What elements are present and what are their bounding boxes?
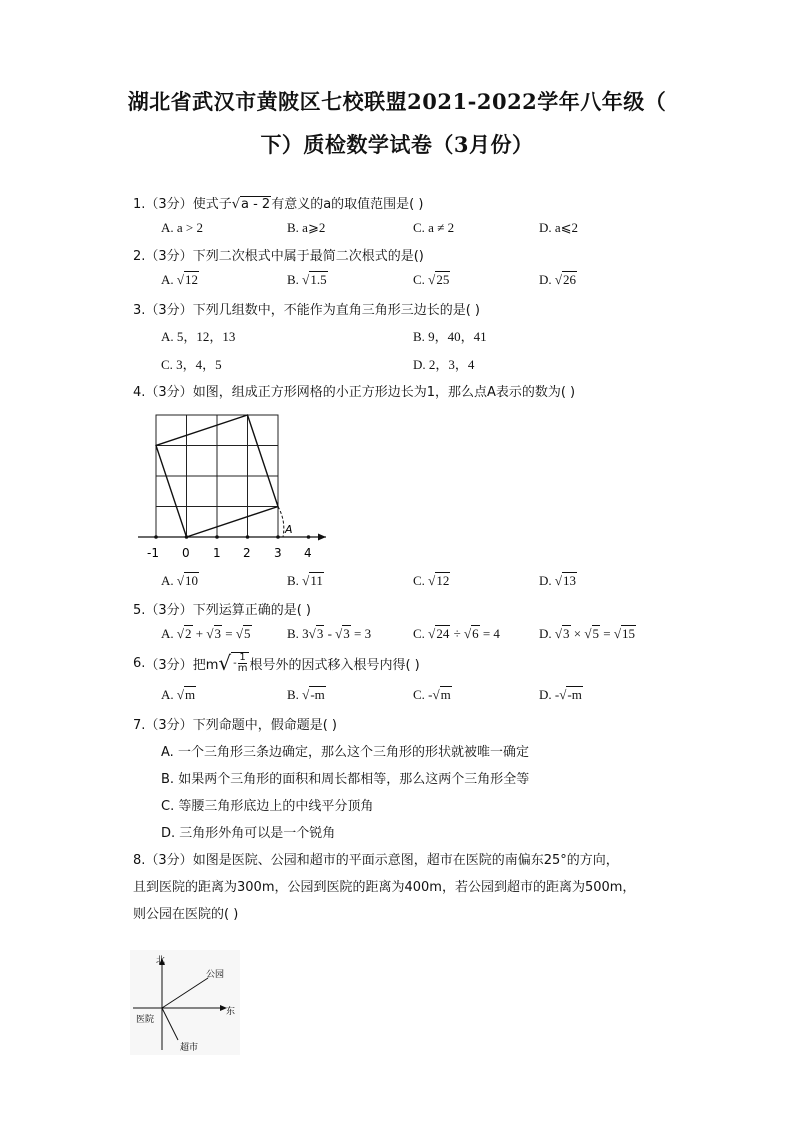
square-grid	[156, 415, 278, 537]
north-label: 北	[156, 956, 166, 966]
option-text: a ≠ 2	[428, 220, 455, 235]
axis-label-1: 1	[213, 546, 221, 560]
option-text: 一个三角形三条边确定，那么这个三角形的形状就被唯一确定	[177, 745, 529, 760]
question-8-line2: 且到医院的距离为300m，公园到医院的距离为400m，若公园到超市的距离为500m，	[133, 880, 636, 895]
q5-option-d[interactable]	[539, 626, 636, 642]
fraction-numerator: 1	[239, 652, 246, 663]
q3-option-a[interactable]	[161, 326, 235, 345]
option-text: a⩽2	[554, 220, 579, 235]
question-8-line3: 则公园在医院的( )	[133, 907, 239, 922]
radicand: 6	[472, 626, 479, 641]
operator: +	[192, 626, 207, 641]
radicand: m	[440, 687, 451, 702]
question-stem: 下列几组数中，不能作为直角三角形三边长的是( )	[192, 303, 480, 318]
option-letter: C.	[413, 626, 425, 641]
question-stem: 有意义的a的取值范围是( )	[271, 197, 424, 212]
option-text: 3，4，5	[176, 357, 222, 372]
hospital-label: 医院	[136, 1015, 155, 1025]
q7-option-c[interactable]	[161, 795, 373, 814]
radical-sign: √	[428, 272, 436, 287]
radicand: 10	[185, 573, 199, 588]
point-a-label: A	[285, 523, 293, 536]
coefficient: 3	[302, 626, 309, 641]
option-letter: C.	[413, 687, 425, 702]
question-4	[133, 381, 575, 400]
radicand: -m	[567, 687, 582, 702]
q1-option-c[interactable]	[413, 220, 454, 236]
radical-sign: √	[302, 687, 310, 702]
sign-prefix: -	[428, 687, 433, 702]
q6-option-b[interactable]	[287, 687, 326, 703]
fraction-radicand	[231, 652, 249, 674]
option-text: 等腰三角形底边上的中线平分顶角	[178, 799, 374, 814]
option-letter: A.	[161, 272, 174, 287]
option-letter: D.	[539, 626, 552, 641]
question-stem: 下列运算正确的是( )	[192, 603, 311, 618]
radical-sign: √	[302, 573, 310, 588]
q1-option-a[interactable]	[161, 220, 203, 236]
option-letter: B.	[161, 772, 175, 787]
radicand: 12	[185, 272, 199, 287]
question-number: 4.	[133, 385, 146, 400]
axis-label-0: 0	[182, 546, 190, 560]
question-stem-line: 如图是医院、公园和超市的平面示意图，超市在医院的南偏东25°的方向，	[192, 853, 619, 868]
option-letter: C.	[413, 573, 425, 588]
radicand: 12	[436, 573, 450, 588]
question-score: （3分）	[145, 385, 193, 400]
radical-sign: √	[554, 573, 563, 588]
radical-sign: √	[235, 626, 243, 641]
operator: ×	[570, 626, 585, 641]
question-score: （3分）	[145, 718, 193, 733]
radical-sign: √	[176, 626, 185, 641]
question-number: 6.	[133, 655, 146, 671]
q3-option-d[interactable]	[413, 354, 474, 373]
question-stem: 使式子	[192, 197, 232, 212]
option-letter: B.	[287, 687, 299, 702]
radical-sign: √	[554, 626, 563, 641]
option-letter: D.	[539, 272, 552, 287]
radicand: 5	[592, 626, 600, 641]
park-label: 公园	[206, 970, 225, 980]
question-number: 2.	[133, 249, 146, 264]
option-letter: C.	[161, 357, 173, 372]
option-text: a > 2	[176, 220, 203, 235]
question-3	[133, 299, 480, 318]
figure-background	[130, 950, 240, 1055]
grid-number-line-figure	[130, 405, 330, 565]
q7-option-b[interactable]	[161, 768, 529, 787]
q3-option-c[interactable]	[161, 354, 222, 373]
radical-sign: √	[218, 651, 232, 675]
q2-option-c[interactable]	[413, 272, 450, 288]
question-score: （3分）	[145, 853, 193, 868]
option-letter: C.	[413, 272, 425, 287]
radicand: m	[185, 687, 196, 702]
operator: =	[222, 626, 236, 641]
radical-sign: √	[428, 626, 436, 641]
radicand: 13	[563, 573, 577, 588]
option-letter: A.	[161, 220, 174, 235]
q1-option-d[interactable]	[539, 220, 578, 236]
q5-option-a[interactable]	[161, 626, 252, 642]
operator: ÷	[450, 626, 464, 641]
q6-option-d[interactable]	[539, 687, 583, 703]
question-7	[133, 714, 337, 733]
question-score: （3分）	[145, 197, 193, 212]
question-number: 1.	[133, 197, 146, 212]
q4-option-a[interactable]	[161, 573, 199, 589]
radical-sign: √	[554, 272, 563, 287]
option-letter: C.	[413, 220, 425, 235]
axis-label-neg1: -1	[147, 546, 159, 560]
fraction	[238, 653, 248, 674]
location-map-figure	[130, 950, 240, 1055]
question-1	[133, 193, 423, 212]
radical-sign: √	[302, 272, 310, 287]
fraction-denominator: m	[237, 663, 248, 674]
axis-label-4: 4	[304, 546, 312, 560]
sign-prefix: -	[554, 687, 560, 702]
radicand: 24	[436, 626, 450, 641]
exam-title-line1: 湖北省武汉市黄陂区七校联盟2021-2022学年八年级（	[127, 89, 667, 114]
radicand: 3	[563, 626, 570, 641]
radical-sign: √	[428, 573, 436, 588]
question-score: （3分）	[145, 303, 193, 318]
question-stem: 下列二次根式中属于最简二次根式的是()	[192, 249, 424, 264]
radicand: 3	[316, 626, 324, 641]
question-number: 3.	[133, 303, 146, 318]
operator: -	[324, 626, 336, 641]
question-stem: 如图，组成正方形网格的小正方形边长为1，那么点A表示的数为( )	[192, 385, 576, 400]
supermarket-label: 超市	[180, 1043, 199, 1053]
q1-option-b[interactable]	[287, 220, 325, 236]
radical-sign: √	[176, 573, 185, 588]
radicand: 2	[185, 626, 192, 641]
option-letter: D.	[539, 220, 552, 235]
option-letter: B.	[413, 329, 425, 344]
radical-sign: √	[613, 626, 621, 641]
question-stem: 把m	[192, 657, 219, 673]
q4-option-c[interactable]	[413, 573, 450, 589]
q7-option-d[interactable]	[161, 822, 335, 841]
question-stem: 下列命题中，假命题是( )	[192, 718, 337, 733]
option-letter: D.	[413, 357, 426, 372]
radical-sign: √	[231, 197, 240, 212]
option-text: 9，40，41	[428, 329, 487, 344]
east-label: 东	[226, 1007, 236, 1017]
radical-sign: √	[335, 626, 343, 641]
radical-sign: √	[584, 626, 592, 641]
q7-option-a[interactable]	[161, 741, 529, 760]
option-text: 5，12，13	[176, 329, 236, 344]
option-letter: A.	[161, 626, 174, 641]
option-letter: A.	[161, 329, 174, 344]
compass-arc	[278, 507, 284, 538]
option-letter: B.	[287, 573, 299, 588]
result: = 3	[350, 626, 372, 641]
q2-option-a[interactable]	[161, 272, 199, 288]
result: = 4	[479, 626, 500, 641]
option-letter: A.	[161, 573, 174, 588]
axis-label-2: 2	[243, 546, 251, 560]
question-number: 7.	[133, 718, 146, 733]
option-letter: D.	[539, 687, 552, 702]
radical-sign: √	[176, 687, 185, 702]
option-letter: C.	[161, 799, 175, 814]
option-text: 2，3，4	[428, 357, 475, 372]
q6-option-c[interactable]	[413, 687, 452, 703]
radicand: 26	[563, 272, 577, 287]
question-5	[133, 599, 311, 618]
radicand: 3	[214, 626, 222, 641]
radical-sign: √	[308, 626, 316, 641]
radicand: -m	[310, 687, 325, 702]
axis-arrow	[318, 534, 326, 541]
q5-option-b[interactable]	[287, 626, 371, 642]
question-number: 5.	[133, 603, 146, 618]
question-stem: 根号外的因式移入根号内得( )	[249, 657, 420, 673]
q5-option-c[interactable]	[413, 626, 500, 642]
radicand: 15	[622, 626, 635, 641]
radicand: 5	[244, 626, 251, 641]
q2-option-d[interactable]	[539, 272, 577, 288]
operator: =	[600, 626, 614, 641]
radicand: 25	[436, 272, 450, 287]
option-letter: B.	[287, 626, 299, 641]
question-number: 8.	[133, 853, 146, 868]
question-8	[133, 849, 619, 868]
radical-sign: √	[206, 626, 214, 641]
question-score: （3分）	[145, 249, 193, 264]
minus-sign: -	[233, 658, 237, 669]
radical-sign: √	[559, 687, 567, 702]
radicand: a - 2	[241, 197, 271, 212]
question-score: （3分）	[145, 657, 193, 673]
radicand: 3	[343, 626, 350, 641]
option-letter: A.	[161, 745, 174, 760]
q4-option-d[interactable]	[539, 573, 577, 589]
axis-label-3: 3	[274, 546, 282, 560]
option-text: 如果两个三角形的面积和周长都相等，那么这两个三角形全等	[178, 772, 530, 787]
question-score: （3分）	[145, 603, 193, 618]
q4-option-b[interactable]	[287, 573, 324, 589]
q3-option-b[interactable]	[413, 326, 487, 345]
option-text: a⩾2	[302, 220, 326, 235]
radicand: 1.5	[310, 272, 327, 287]
q2-option-b[interactable]	[287, 272, 328, 288]
option-letter: B.	[287, 220, 299, 235]
radical-sign: √	[176, 272, 185, 287]
radicand: 11	[310, 573, 323, 588]
option-letter: B.	[287, 272, 299, 287]
option-letter: A.	[161, 687, 174, 702]
q6-option-a[interactable]	[161, 687, 196, 703]
exam-title-line2: 下）质检数学试卷（3月份）	[260, 132, 534, 157]
option-text: 三角形外角可以是一个锐角	[179, 826, 336, 841]
question-6	[133, 652, 420, 674]
option-letter: D.	[539, 573, 552, 588]
radical-sign: √	[432, 687, 440, 702]
question-2	[133, 245, 424, 264]
option-letter: D.	[161, 826, 176, 841]
radical-sign: √	[463, 626, 472, 641]
